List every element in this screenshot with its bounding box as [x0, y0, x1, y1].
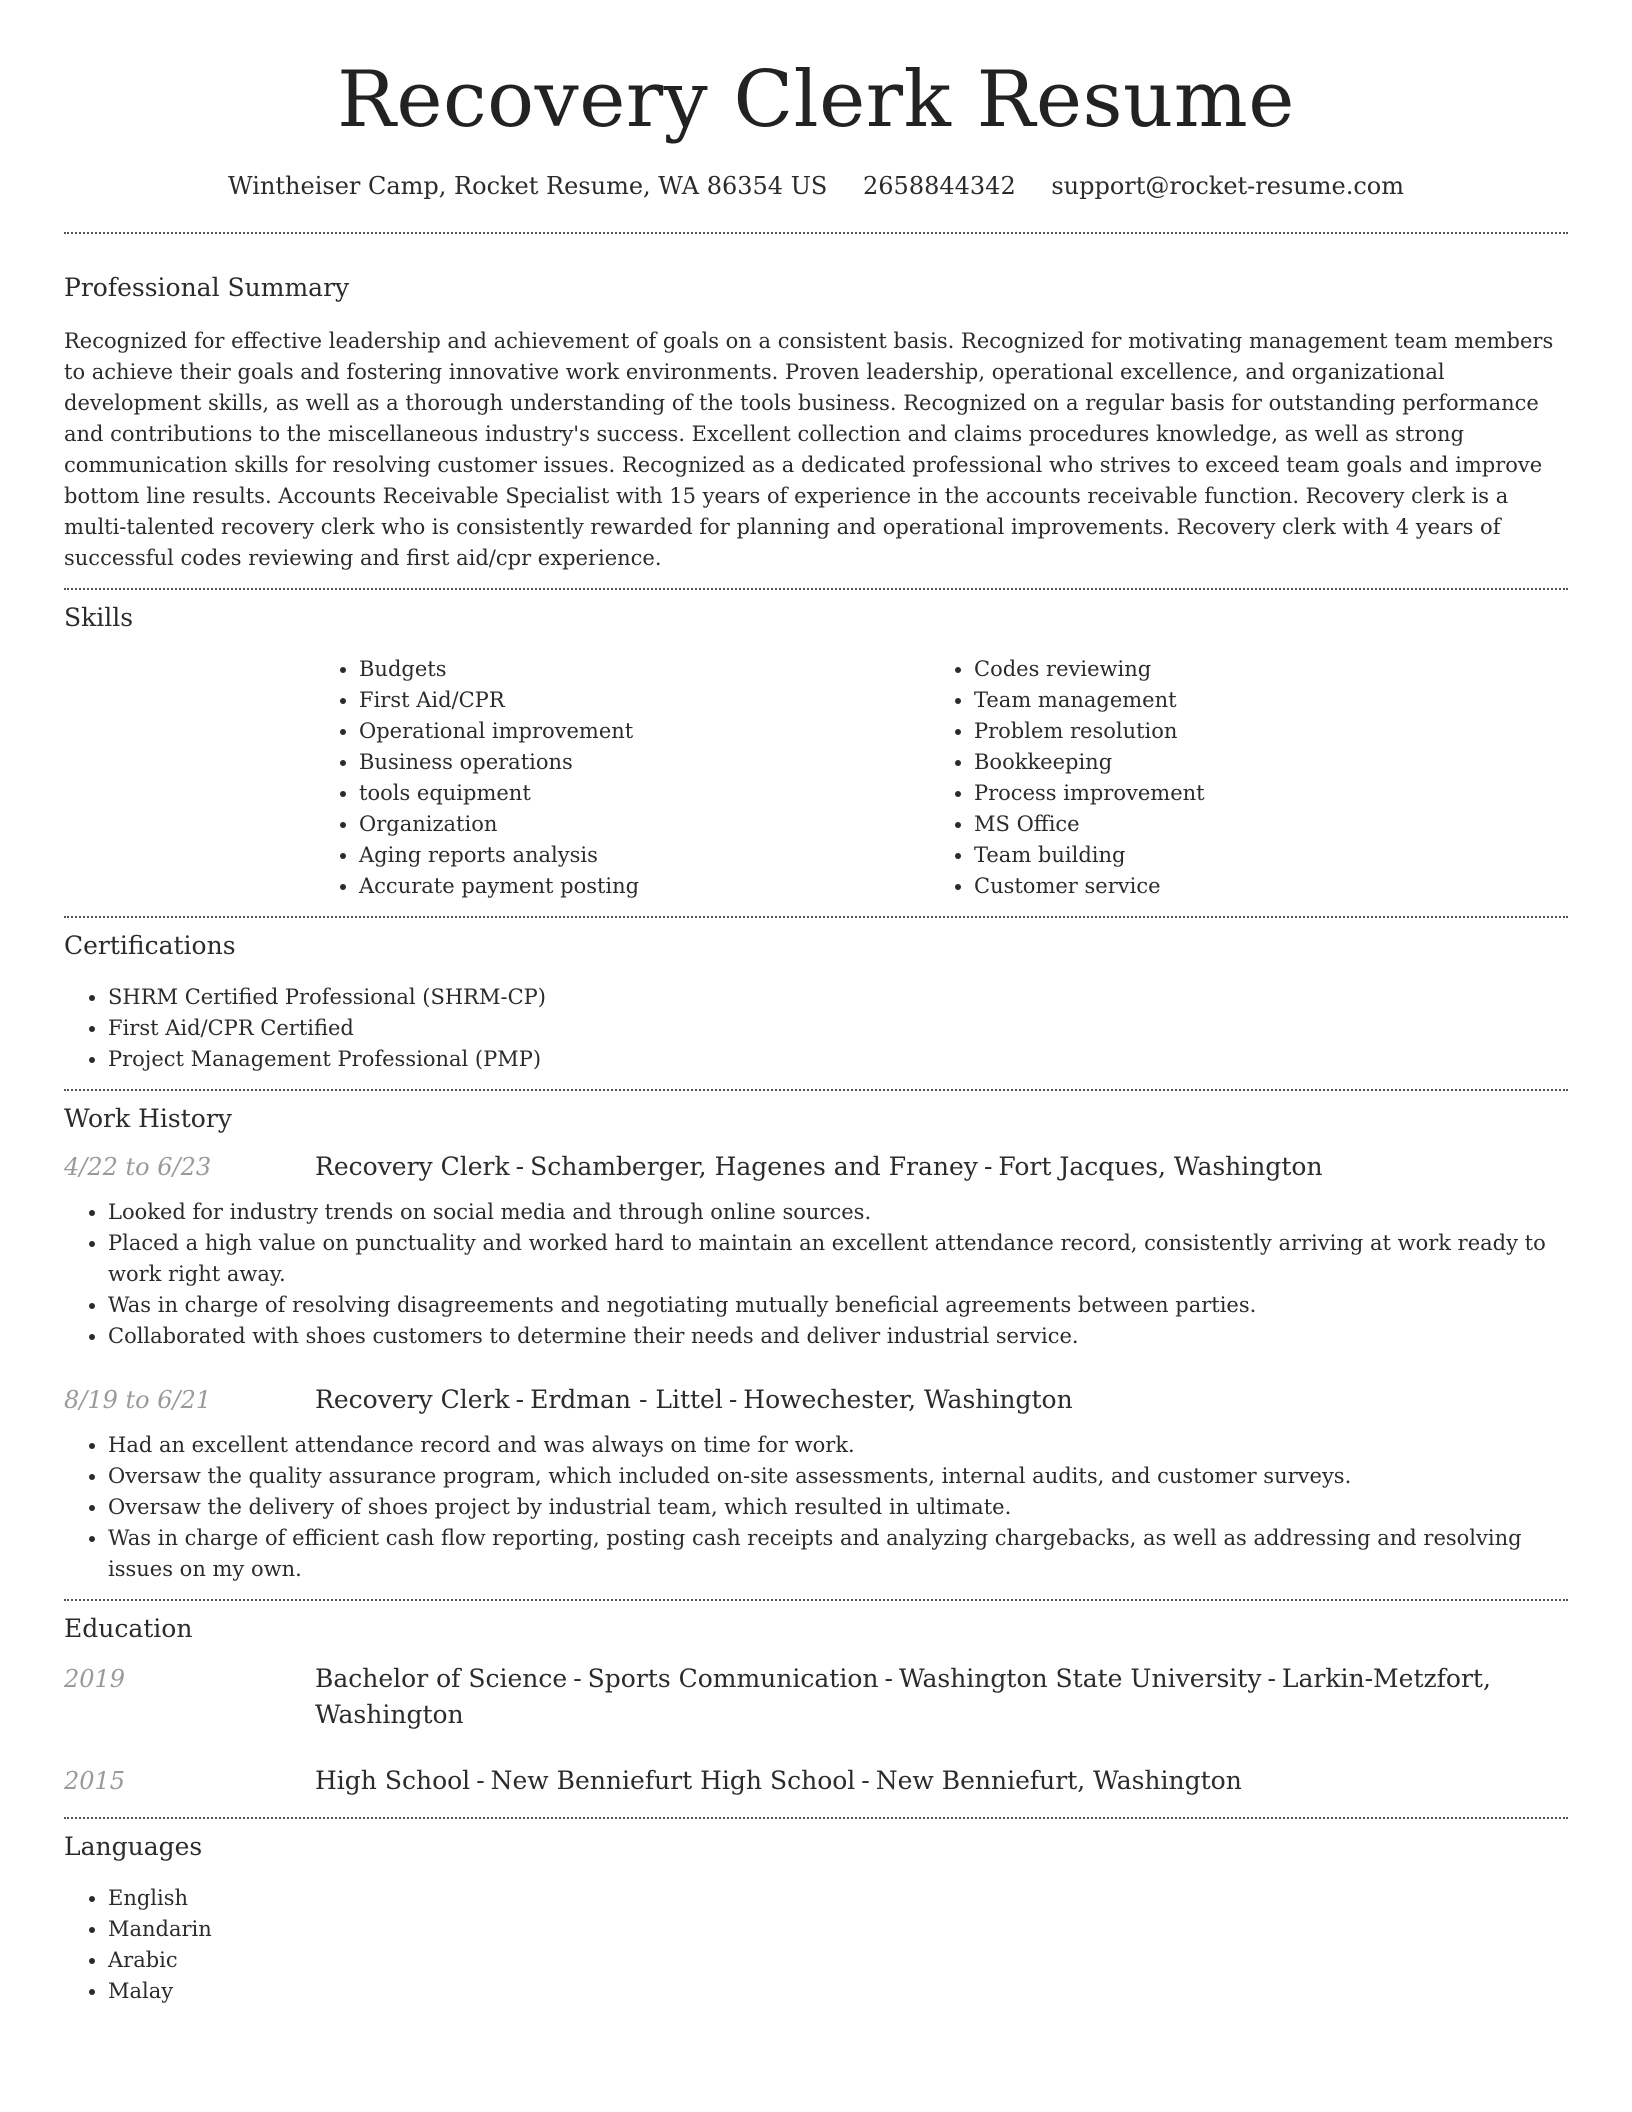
language-item: • Arabic	[108, 1945, 1568, 1976]
resume-title: Recovery Clerk Resume	[337, 55, 1295, 145]
divider	[64, 1599, 1568, 1601]
skill-item: • Customer service	[974, 871, 1545, 902]
education-year: 2015	[64, 1767, 126, 1795]
job-bullets	[64, 1197, 1568, 1352]
skill-item: • Operational improvement	[359, 716, 930, 747]
job-title: Recovery Clerk	[315, 1385, 510, 1414]
education-year: 2019	[64, 1665, 126, 1693]
separator: -	[861, 1766, 870, 1795]
skills-column-left	[315, 654, 930, 902]
job-dates: 4/22 to 6/23	[64, 1153, 212, 1181]
job-header	[64, 1382, 1568, 1418]
work-history-section	[64, 1103, 1568, 1585]
divider	[64, 1817, 1568, 1819]
divider	[64, 916, 1568, 918]
skill-item: • Codes reviewing	[974, 654, 1545, 685]
separator: -	[515, 1385, 525, 1414]
skills-grid	[315, 654, 1568, 902]
education-heading-line	[315, 1763, 1568, 1799]
education-school: New Benniefurt High School	[490, 1766, 856, 1795]
skill-item: • Team management	[974, 685, 1545, 716]
contact-email[interactable]: support@rocket-resume.com	[1051, 172, 1404, 200]
certification-item: • First Aid/CPR Certified	[108, 1013, 1568, 1044]
skill-item: • Bookkeeping	[974, 747, 1545, 778]
languages-section	[64, 1831, 1568, 2007]
contact-line	[64, 170, 1568, 202]
job-heading	[315, 1149, 1568, 1185]
separator: -	[515, 1152, 525, 1181]
divider	[64, 588, 1568, 590]
job-bullets	[64, 1430, 1568, 1585]
job-title: Recovery Clerk	[315, 1152, 510, 1181]
divider	[64, 1089, 1568, 1091]
skill-item: • Aging reports analysis	[359, 840, 930, 871]
job-bullet: • Was in charge of resolving disagreements and negotiating mutually beneficial agreements between parties.	[108, 1290, 1568, 1321]
job-company: Schamberger, Hagenes and Franey	[530, 1152, 978, 1181]
education-location: New Benniefurt, Washington	[875, 1766, 1242, 1795]
education-heading: Education	[64, 1614, 193, 1643]
language-item: • Malay	[108, 1976, 1568, 2007]
separator: -	[983, 1152, 993, 1181]
job-bullet: • Had an excellent attendance record and was always on time for work.	[108, 1430, 1568, 1461]
job-location: Howechester, Washington	[743, 1385, 1073, 1414]
skills-list-left	[315, 654, 930, 902]
skill-item: • Organization	[359, 809, 930, 840]
job-company: Erdman - Littel	[530, 1385, 723, 1414]
skill-item: • Problem resolution	[974, 716, 1545, 747]
job-bullet: • Oversaw the delivery of shoes project by industrial team, which resulted in ultimate.	[108, 1492, 1568, 1523]
skill-item: • MS Office	[974, 809, 1545, 840]
contact-address: Wintheiser Camp, Rocket Resume, WA 86354 US	[228, 172, 828, 200]
skill-item: • Team building	[974, 840, 1545, 871]
skill-item: • Business operations	[359, 747, 930, 778]
certifications-section	[64, 930, 1568, 1075]
skill-item: • Accurate payment posting	[359, 871, 930, 902]
skills-heading: Skills	[64, 603, 134, 632]
job-bullet: • Was in charge of efficient cash flow reporting, posting cash receipts and analyzing chargebacks, as well as addressing and resolving issues on my own.	[108, 1523, 1568, 1585]
skill-item: • Budgets	[359, 654, 930, 685]
education-degree: Bachelor of Science	[315, 1664, 568, 1693]
skills-list-right	[930, 654, 1545, 902]
separator: -	[1267, 1664, 1276, 1693]
education-entry	[64, 1661, 1568, 1733]
certification-item: • SHRM Certified Professional (SHRM-CP)	[108, 982, 1568, 1013]
education-section	[64, 1613, 1568, 1799]
contact-phone[interactable]: 2658844342	[863, 172, 1016, 200]
resume-page	[64, 0, 1568, 2007]
skill-item: • First Aid/CPR	[359, 685, 930, 716]
divider	[64, 232, 1568, 234]
job-bullet: • Placed a high value on punctuality and worked hard to maintain an excellent attendance record, consistently arriving at work ready to work right away.	[108, 1228, 1568, 1290]
education-field: Sports Communication	[587, 1664, 879, 1693]
separator: -	[728, 1385, 738, 1414]
skill-item: • Process improvement	[974, 778, 1545, 809]
certification-item: • Project Management Professional (PMP)	[108, 1044, 1568, 1075]
languages-list	[64, 1883, 1568, 2007]
certifications-list	[64, 982, 1568, 1075]
education-heading-line	[315, 1661, 1568, 1733]
language-item: • Mandarin	[108, 1914, 1568, 1945]
skills-column-right	[930, 654, 1545, 902]
separator: -	[476, 1766, 485, 1795]
education-degree: High School	[315, 1766, 471, 1795]
job-entry	[64, 1149, 1568, 1352]
job-bullet: • Collaborated with shoes customers to determine their needs and deliver industrial service.	[108, 1321, 1568, 1352]
skill-item: • tools equipment	[359, 778, 930, 809]
job-bullet: • Looked for industry trends on social media and through online sources.	[108, 1197, 1568, 1228]
job-location: Fort Jacques, Washington	[998, 1152, 1323, 1181]
education-location: Larkin-Metzfort, Washington	[315, 1664, 1491, 1729]
summary-text: Recognized for effective leadership and achievement of goals on a consistent basis. Recognized for motivating management team members to achieve their goals and fostering innovative work environments. Proven leadership, operational excellence, and organizational development skills, as well as a thorough understanding of the tools business. Recognized on a regular basis for outstanding performance and contributions to the miscellaneous industry's success. Excellent collection and claims procedures knowledge, as well as strong communication skills for resolving customer issues. Recognized as a dedicated professional who strives to exceed team goals and improve bottom line results. Accounts Receivable Specialist with 15 years of experience in the accounts receivable function. Recovery clerk is a multi-talented recovery clerk who is consistently rewarded for planning and operational improvements. Recovery clerk with 4 years of successful codes reviewing and first aid/cpr experience.	[64, 329, 1554, 570]
job-entry	[64, 1382, 1568, 1585]
job-header	[64, 1149, 1568, 1185]
separator: -	[573, 1664, 582, 1693]
separator: -	[884, 1664, 893, 1693]
job-heading	[315, 1382, 1568, 1418]
language-item: • English	[108, 1883, 1568, 1914]
job-dates: 8/19 to 6/21	[64, 1386, 212, 1414]
skills-section	[64, 602, 1568, 902]
education-school: Washington State University	[898, 1664, 1262, 1693]
job-bullet: • Oversaw the quality assurance program, which included on-site assessments, internal audits, and customer surveys.	[108, 1461, 1568, 1492]
education-entry	[64, 1763, 1568, 1799]
summary-section	[64, 272, 1568, 574]
summary-heading: Professional Summary	[64, 273, 350, 302]
work-history-heading: Work History	[64, 1104, 232, 1133]
languages-heading: Languages	[64, 1832, 203, 1861]
certifications-heading: Certifications	[64, 931, 236, 960]
